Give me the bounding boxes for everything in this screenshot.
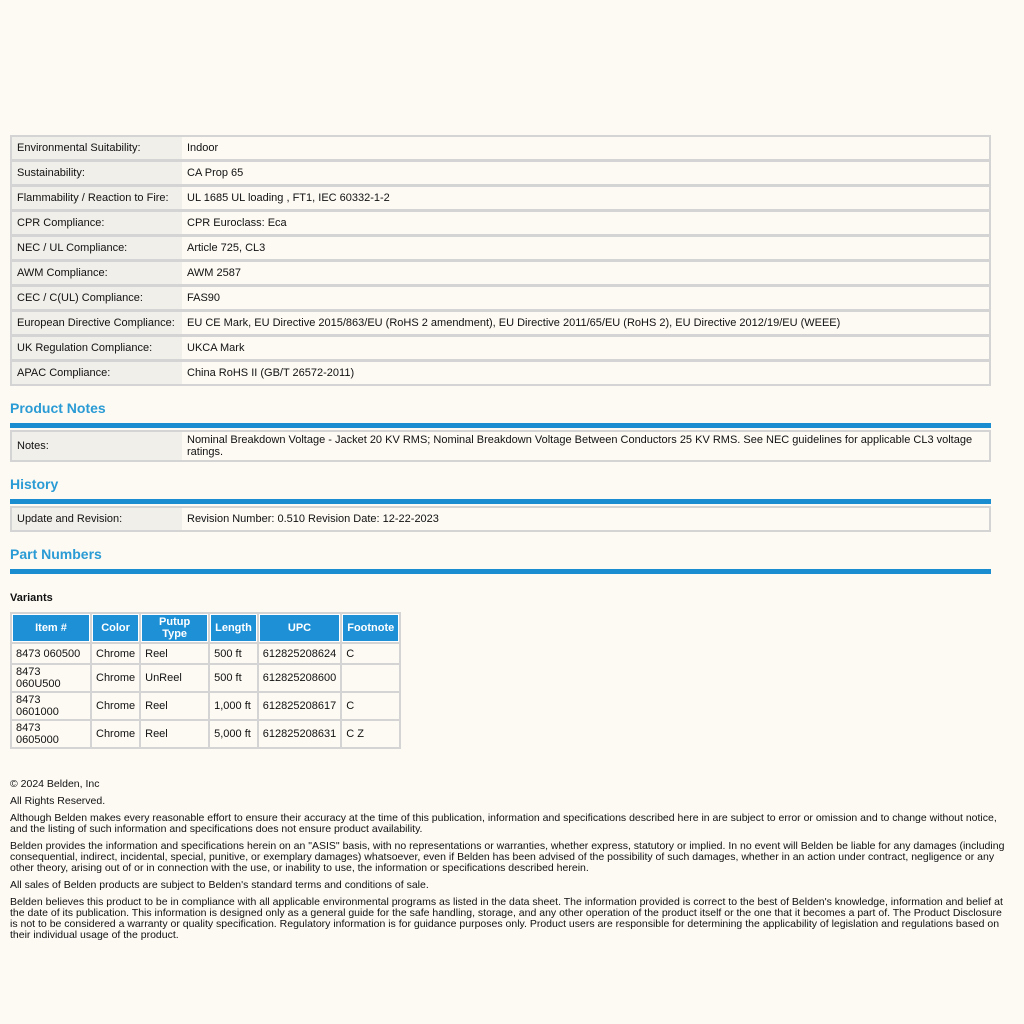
section-divider	[10, 499, 991, 504]
cell-color: Chrome	[92, 721, 139, 747]
table-row	[12, 337, 989, 362]
spec-label: European Directive Compliance:	[12, 312, 182, 337]
column-header: UPC	[259, 614, 340, 642]
spec-label: APAC Compliance:	[12, 362, 182, 384]
column-header: Length	[210, 614, 257, 642]
spec-value: FAS90	[182, 287, 989, 312]
spec-value: Revision Number: 0.510 Revision Date: 12-22-2023	[182, 508, 989, 530]
table-row	[12, 665, 399, 691]
part-numbers-heading: Part Numbers	[10, 546, 102, 562]
disclaimer-paragraph: Belden provides the information and specifications herein on an "ASIS" basis, with no representations or warranties, whether express, statutory or implied. In no event will Belden be liable for any damages (including consequential, indirect, incidental, special, punitive, or exemplary damages) whatsoever, even if Belden has been advised of the possibility of such damages, whether in an action under contract, negligence or any other theory, arising out of or in connection with the use, or inability to use, the information or specifications described herein.	[10, 840, 1005, 874]
disclaimer-paragraph: Belden believes this product to be in compliance with all applicable environmental programs as listed in the data sheet. The information provided is correct to the best of Belden's knowledge, information and belief at the date of its publication. This information is designed only as a general guide for the safe handling, storage, and any other operation of the product itself or the one that it becomes a part of. The Product Disclosure is not to be considered a warranty or quality specification. Regulatory information is for guidance purposes only. Product users are responsible for determining the applicability of legislation and regulations based on their individual usage of the product.	[10, 896, 1003, 941]
table-row	[12, 162, 989, 187]
cell-putup: Reel	[141, 721, 208, 747]
cell-footnote	[342, 665, 399, 691]
cell-putup: Reel	[141, 693, 208, 719]
spec-value: CPR Euroclass: Eca	[182, 212, 989, 237]
cell-item: 8473 060500	[12, 644, 90, 663]
spec-label: CPR Compliance:	[12, 212, 182, 237]
cell-length: 5,000 ft	[210, 721, 257, 747]
spec-value: Indoor	[182, 137, 989, 162]
spec-label: Update and Revision:	[12, 508, 182, 530]
cell-length: 500 ft	[210, 644, 257, 663]
table-row	[12, 508, 989, 530]
table-row	[12, 237, 989, 262]
cell-upc: 612825208617	[259, 693, 340, 719]
compliance-table	[10, 135, 991, 386]
spec-label: AWM Compliance:	[12, 262, 182, 287]
spec-label: UK Regulation Compliance:	[12, 337, 182, 362]
table-row	[12, 312, 989, 337]
cell-putup: UnReel	[141, 665, 208, 691]
table-row	[12, 693, 399, 719]
spec-value: AWM 2587	[182, 262, 989, 287]
spec-label: Flammability / Reaction to Fire:	[12, 187, 182, 212]
copyright-text: © 2024 Belden, Inc	[10, 778, 100, 790]
column-header: Color	[92, 614, 139, 642]
cell-item: 8473 0605000	[12, 721, 90, 747]
disclaimer-paragraph: Although Belden makes every reasonable effort to ensure their accuracy at the time of this publication, information and specifications described here in are subject to error or omission and to change without notice, and the listing of such information and specifications does not ensure product availability.	[10, 812, 997, 835]
table-header-row	[12, 614, 399, 642]
spec-label: Notes:	[12, 432, 182, 460]
cell-color: Chrome	[92, 665, 139, 691]
column-header: Putup Type	[141, 614, 208, 642]
cell-upc: 612825208600	[259, 665, 340, 691]
table-row	[12, 262, 989, 287]
product-notes-table	[10, 430, 991, 462]
legal-footer	[10, 779, 1010, 941]
column-header: Item #	[12, 614, 90, 642]
table-row	[12, 362, 989, 384]
table-row	[12, 287, 989, 312]
cell-upc: 612825208624	[259, 644, 340, 663]
disclaimer-paragraph: All sales of Belden products are subject to Belden's standard terms and conditions of sale.	[10, 879, 429, 891]
rights-text: All Rights Reserved.	[10, 795, 106, 807]
history-heading: History	[10, 476, 59, 492]
spec-value: Nominal Breakdown Voltage - Jacket 20 KV RMS; Nominal Breakdown Voltage Between Conductors 25 KV RMS. See NEC guidelines for applicable CL3 voltage ratings.	[182, 432, 989, 460]
spec-value: China RoHS II (GB/T 26572-2011)	[182, 362, 989, 384]
cell-length: 1,000 ft	[210, 693, 257, 719]
variants-table	[10, 612, 401, 749]
table-row	[12, 137, 989, 162]
product-notes-heading: Product Notes	[10, 400, 106, 416]
spec-label: CEC / C(UL) Compliance:	[12, 287, 182, 312]
table-row	[12, 187, 989, 212]
cell-item: 8473 0601000	[12, 693, 90, 719]
cell-footnote: C	[342, 644, 399, 663]
section-divider	[10, 423, 991, 428]
cell-length: 500 ft	[210, 665, 257, 691]
variants-heading: Variants	[10, 592, 53, 604]
spec-label: Sustainability:	[12, 162, 182, 187]
table-row	[12, 721, 399, 747]
history-table	[10, 506, 991, 532]
cell-footnote: C Z	[342, 721, 399, 747]
cell-upc: 612825208631	[259, 721, 340, 747]
cell-item: 8473 060U500	[12, 665, 90, 691]
spec-label: Environmental Suitability:	[12, 137, 182, 162]
column-header: Footnote	[342, 614, 399, 642]
datasheet-page	[10, 135, 1005, 947]
table-row	[12, 212, 989, 237]
cell-color: Chrome	[92, 644, 139, 663]
cell-color: Chrome	[92, 693, 139, 719]
table-row	[12, 432, 989, 460]
spec-value: Article 725, CL3	[182, 237, 989, 262]
spec-value: EU CE Mark, EU Directive 2015/863/EU (RoHS 2 amendment), EU Directive 2011/65/EU (RoHS 2), EU Directive 2012/19/EU (WEEE)	[182, 312, 989, 337]
cell-footnote: C	[342, 693, 399, 719]
spec-label: NEC / UL Compliance:	[12, 237, 182, 262]
spec-value: CA Prop 65	[182, 162, 989, 187]
cell-putup: Reel	[141, 644, 208, 663]
spec-value: UL 1685 UL loading , FT1, IEC 60332-1-2	[182, 187, 989, 212]
section-divider	[10, 569, 991, 574]
spec-value: UKCA Mark	[182, 337, 989, 362]
table-row	[12, 644, 399, 663]
